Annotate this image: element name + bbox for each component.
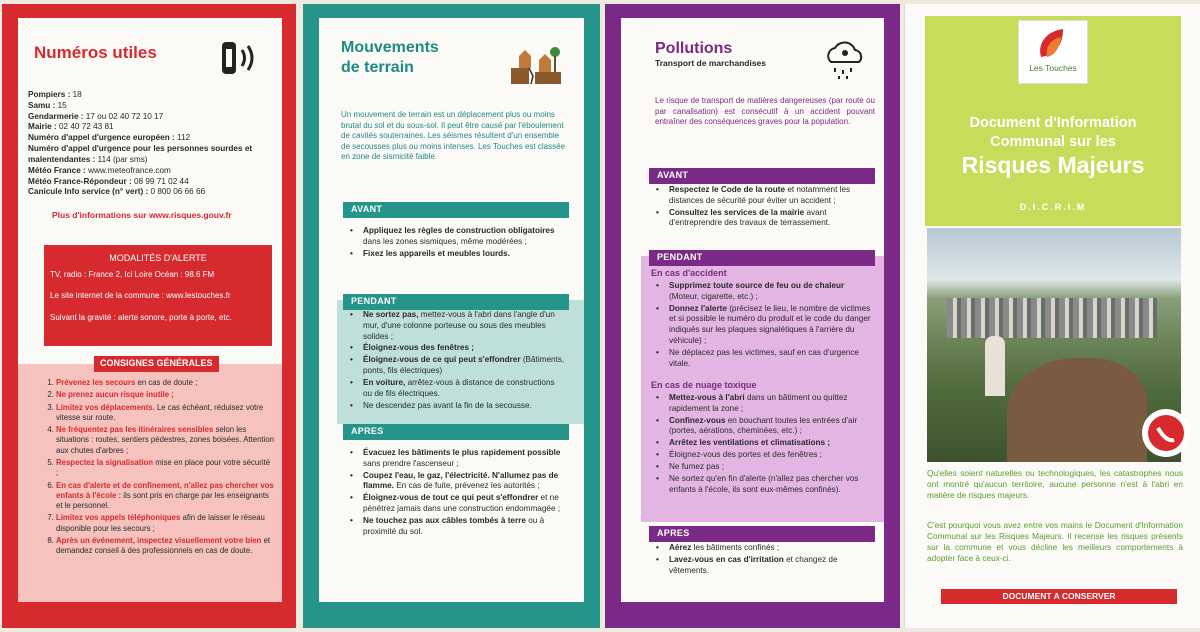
photo-rock bbox=[1007, 358, 1147, 462]
bullet-item bbox=[343, 343, 565, 354]
number-label: Mairie : bbox=[28, 122, 59, 132]
panel-pollutions bbox=[605, 4, 900, 628]
bullet-text: (Moteur, cigarette, etc.) ; bbox=[669, 291, 758, 301]
consigne-item bbox=[56, 403, 274, 424]
numeros-title: Numéros utiles bbox=[34, 43, 157, 62]
alert-phone-icon bbox=[1141, 408, 1191, 458]
number-line bbox=[28, 122, 258, 133]
number-line bbox=[28, 101, 258, 112]
number-label: Gendarmerie : bbox=[28, 111, 86, 121]
intro-paragraph-1: Qu'elles soient naturelles ou technologiques, les catastrophes nous ont montré qu'aucun territoire, aucune personne n'est à l'abri en matière de risques majeurs. bbox=[927, 468, 1183, 500]
consigne-bold: En cas d'alerte et de confinement, n'allez pas chercher vos enfants à l'école : bbox=[56, 480, 274, 500]
bullet-item bbox=[649, 474, 875, 496]
number-value: 15 bbox=[57, 100, 67, 110]
alert-line: Suivant la gravité : alerte sonore, porte à porte, etc. bbox=[50, 312, 232, 322]
bullet-bold: Éloignez-vous de tout ce qui peut s'effondrer bbox=[363, 493, 541, 503]
number-value: 0 800 06 66 66 bbox=[150, 187, 206, 197]
bullet-bold: Mettez-vous à l'abri bbox=[669, 393, 747, 402]
number-line bbox=[28, 90, 258, 101]
bullet-item bbox=[649, 281, 875, 303]
bullet-bold: Ne touchez pas aux câbles tombés à terre bbox=[363, 515, 529, 525]
bullet-text: dans un bâtiment ou quittez rapidement la zone ; bbox=[669, 393, 848, 413]
apres-list bbox=[343, 448, 565, 539]
phone-icon bbox=[218, 38, 260, 78]
avant-list bbox=[343, 226, 565, 260]
bullet-item bbox=[649, 416, 875, 438]
bullet-bold: Donnez l'alerte bbox=[669, 303, 730, 313]
bullet-text: mettez-vous à l'abri dans l'angle d'un mur, d'une colonne porteuse ou sous des meubles solides ; bbox=[363, 310, 555, 341]
alert-line: Le site internet de la commune : www.lestouches.fr bbox=[50, 291, 231, 301]
panel-pollutions-inner bbox=[621, 18, 884, 602]
panel-mouvements-terrain bbox=[303, 4, 600, 628]
bullet-bold: Supprimez toute source de feu ou de chaleur bbox=[669, 281, 845, 290]
bullet-text: (précisez le lieu, le nombre de victimes et si possible le numéro du produit et le code du danger indiqués sur les plaques signalétiques à l'arrière du véhicule) ; bbox=[669, 303, 871, 346]
avant-bar: AVANT bbox=[343, 202, 569, 218]
bullet-item bbox=[649, 208, 875, 230]
bullet-text: avant d'entreprendre des travaux de terrassement. bbox=[669, 207, 831, 228]
landslide-icon bbox=[509, 38, 563, 86]
number-value: 114 (par sms) bbox=[97, 154, 148, 164]
document-conserver-banner: DOCUMENT A CONSERVER bbox=[941, 589, 1177, 604]
more-info-link[interactable]: Plus d'informations sur www.risques.gouv.fr bbox=[52, 210, 232, 220]
consignes-list bbox=[46, 378, 274, 559]
apres-bar: APRES bbox=[649, 526, 875, 542]
logo-text: Les Touches bbox=[1029, 62, 1077, 73]
nuage-title: En cas de nuage toxique bbox=[651, 380, 757, 390]
bullet-text: (Bâtiments, ponts, fils électriques) bbox=[363, 355, 565, 376]
bullet-text: dans les zones sismiques, même modérées ; bbox=[363, 236, 527, 246]
number-value: 02 40 72 43 81 bbox=[58, 122, 114, 132]
bullet-text: Ne sortez qu'en fin d'alerte (n'allez pas chercher vos enfants à l'école, ils sont eux-mêmes confinés). bbox=[669, 473, 859, 494]
bullet-text: ou à proximité du sol. bbox=[363, 515, 545, 536]
pendant-bar: PENDANT bbox=[649, 250, 875, 266]
consigne-bold: Ne prenez aucun risque inutile ; bbox=[56, 390, 174, 400]
pollutions-subtitle: Transport de marchandises bbox=[655, 58, 767, 68]
bullet-text: en bouchant toutes les entrées d'air (portes, aérations, cheminées, etc.) ; bbox=[669, 415, 858, 436]
number-label: Numéro d'appel d'urgence pour les personnes sourdes et malentendantes : bbox=[28, 144, 253, 164]
avant-bar: AVANT bbox=[649, 168, 875, 184]
consigne-bold: Prévenez les secours bbox=[56, 378, 138, 387]
bullet-text: et changez de vêtements. bbox=[669, 554, 838, 575]
number-value: www.meteofrance.com bbox=[88, 165, 171, 175]
mouvements-title-line1: Mouvements bbox=[341, 39, 439, 56]
number-label: Numéro d'appel d'urgence européen : bbox=[28, 133, 178, 143]
bullet-text: Éloignez-vous des portes et des fenêtres ; bbox=[669, 450, 822, 460]
bullet-item bbox=[343, 378, 565, 400]
number-line bbox=[28, 133, 258, 144]
bullet-bold: Fixez les appareils et meubles lourds. bbox=[363, 248, 510, 258]
bullet-bold: Consultez les services de la mairie bbox=[669, 207, 807, 217]
alert-title: MODALITÉS D'ALERTE bbox=[109, 253, 207, 263]
bullet-bold: Évacuez les bâtiments le plus rapidement possible bbox=[363, 448, 561, 457]
bullet-item bbox=[649, 348, 875, 370]
bullet-item bbox=[343, 493, 565, 515]
bullet-text: Ne descendez pas avant la fin de la secousse. bbox=[363, 400, 532, 410]
bullet-bold: Appliquez les règles de construction obligatoires bbox=[363, 226, 555, 235]
pollutions-title: Pollutions bbox=[655, 40, 733, 57]
intro-paragraph-2: C'est pourquoi vous avez entre vos mains le Document d'Information Communal sur les Risques Majeurs. Il recense les risques présents sur la commune et vous décline les meilleurs comportements à adopter face à ceux-ci. bbox=[927, 520, 1183, 563]
consigne-item bbox=[56, 378, 274, 388]
photo-town-roofs bbox=[947, 298, 1157, 338]
bullet-text: Ne fumez pas ; bbox=[669, 461, 725, 471]
consigne-text: en cas de doute ; bbox=[137, 378, 198, 387]
alert-box bbox=[44, 245, 272, 346]
alert-line: TV, radio : France 2, Ici Loire Océan : 98.6 FM bbox=[50, 269, 215, 279]
consigne-text: selon les situations : routes, sentiers pédestres, zones boisées. Attention aux chutes d'arbres ; bbox=[56, 425, 275, 455]
bullet-bold: Aérez bbox=[669, 543, 694, 552]
mouvements-title bbox=[341, 38, 439, 78]
bullet-item bbox=[649, 185, 875, 207]
cover-title-line1: Document d'Information bbox=[969, 115, 1137, 131]
bullet-bold: Ne sortez pas, bbox=[363, 310, 421, 319]
logo-box bbox=[1018, 20, 1088, 84]
bullet-text: En cas de fuite, prévenez les autorités ; bbox=[396, 481, 540, 491]
bullet-bold: Lavez-vous en cas d'irritation bbox=[669, 554, 787, 564]
bullet-item bbox=[343, 355, 565, 377]
mouvements-intro: Un mouvement de terrain est un déplacement plus ou moins brutal du sol et du sous-sol. Il peut être causé par l'éboulement de cavités souterraines. Les séismes résultent d'un ensemble de secousses plus ou moins intenses. Les Touches est classée en zone de sismicité faible. bbox=[341, 110, 565, 162]
panel-mouvements-inner bbox=[319, 18, 584, 602]
consigne-item bbox=[56, 481, 274, 512]
bullet-bold: Respectez le Code de la route bbox=[669, 185, 788, 194]
bullet-bold: En voiture, bbox=[363, 377, 408, 387]
consigne-bold: Limitez vos appels téléphoniques bbox=[56, 513, 183, 523]
number-label: Météo France-Répondeur : bbox=[28, 176, 134, 186]
bullet-item bbox=[649, 393, 875, 415]
bullet-item bbox=[343, 226, 565, 248]
photo-tower bbox=[985, 336, 1005, 396]
consigne-text: ils sont pris en charge par les enseignants et le personnel. bbox=[56, 490, 269, 511]
bullet-item bbox=[343, 401, 565, 412]
apres-bar: APRES bbox=[343, 424, 569, 440]
apres-list bbox=[649, 543, 875, 577]
pendant-bar: PENDANT bbox=[343, 294, 569, 310]
number-line bbox=[28, 166, 258, 177]
mouvements-title-line2: de terrain bbox=[341, 59, 414, 76]
bullet-item bbox=[649, 543, 875, 554]
number-line bbox=[28, 187, 258, 198]
number-value: 18 bbox=[72, 90, 82, 99]
bullet-item bbox=[649, 438, 875, 449]
number-label: Pompiers : bbox=[28, 90, 73, 99]
consigne-bold: Limitez vos déplacements. bbox=[56, 402, 157, 412]
consigne-item bbox=[56, 390, 274, 400]
nuage-list bbox=[649, 393, 875, 496]
bullet-text: les bâtiments confinés ; bbox=[693, 543, 780, 552]
bullet-item bbox=[649, 462, 875, 473]
bullet-text: Ne déplacez pas les victimes, sauf en cas d'urgence vitale. bbox=[669, 347, 859, 368]
number-line bbox=[28, 177, 258, 188]
consigne-text: Le cas échéant, réduisez votre vitesse sur route. bbox=[56, 402, 264, 422]
bullet-bold: Coupez l'eau, le gaz, l'électricité. N'allumez pas de flamme. bbox=[363, 470, 559, 491]
consigne-bold: Après un événement, inspectez visuellement votre bien bbox=[56, 535, 264, 545]
panel-numeros-inner bbox=[18, 18, 282, 602]
number-value: 112 bbox=[177, 133, 191, 143]
number-label: Samu : bbox=[28, 100, 58, 110]
bullet-item bbox=[343, 471, 565, 493]
consignes-title: CONSIGNES GÉNÉRALES bbox=[94, 356, 219, 372]
bullet-item bbox=[343, 448, 565, 470]
number-label: Canicule Info service (n° vert) : bbox=[28, 187, 151, 197]
bullet-item bbox=[649, 304, 875, 347]
bullet-item bbox=[649, 555, 875, 577]
logo-leaf-icon bbox=[1033, 25, 1073, 61]
bullet-item bbox=[343, 516, 565, 538]
consigne-text: mise en place pour votre sécurité ; bbox=[56, 457, 271, 478]
cover-title bbox=[925, 114, 1181, 180]
bullet-item bbox=[343, 249, 565, 260]
consigne-text: et demandez conseil à des professionnels en cas de doute. bbox=[56, 535, 271, 556]
panel-numeros-utiles bbox=[2, 4, 296, 628]
dicrim-acronym: D.I.C.R.I.M bbox=[1019, 202, 1087, 212]
number-line bbox=[28, 112, 258, 123]
cover-title-line3: Risques Majeurs bbox=[961, 152, 1145, 179]
number-value: 08 99 71 02 44 bbox=[134, 176, 189, 186]
accident-list bbox=[649, 281, 875, 371]
number-value: 17 ou 02 40 72 10 17 bbox=[85, 111, 164, 121]
consigne-bold: Respectez la signalisation bbox=[56, 457, 156, 467]
cover-title-line2: Communal sur les bbox=[990, 134, 1116, 151]
consigne-bold: Ne fréquentez pas les itinéraires sensibles bbox=[56, 425, 216, 435]
consigne-item bbox=[56, 425, 274, 456]
bullet-item bbox=[343, 310, 565, 342]
accident-title: En cas d'accident bbox=[651, 268, 727, 278]
bullet-text: arrêtez-vous à distance de constructions ou de fils électriques. bbox=[363, 377, 555, 398]
panel-cover bbox=[904, 4, 1200, 628]
avant-list bbox=[649, 185, 875, 230]
number-line bbox=[28, 144, 258, 166]
consigne-item bbox=[56, 458, 274, 479]
bullet-text: sans prendre l'ascenseur ; bbox=[363, 458, 459, 468]
consigne-item bbox=[56, 513, 274, 534]
toxic-cloud-icon bbox=[821, 38, 869, 82]
bullet-text: et ne pénétrez jamais dans une construction endommagée ; bbox=[363, 493, 561, 514]
consigne-text: afin de laisser le réseau disponible pour les secours ; bbox=[56, 513, 265, 533]
alert-lines bbox=[44, 265, 272, 324]
bullet-bold: Confinez-vous bbox=[669, 415, 728, 425]
bullet-text: et notamment les distances de sécurité pour éviter un accident ; bbox=[669, 185, 851, 205]
bullet-bold: Éloignez-vous de ce qui peut s'effondrer bbox=[363, 355, 523, 365]
bullet-bold: Éloignez-vous des fenêtres ; bbox=[363, 343, 475, 353]
number-label: Météo France : bbox=[28, 165, 89, 175]
bullet-bold: Arrêtez les ventilations et climatisations ; bbox=[669, 438, 831, 448]
pendant-list bbox=[343, 310, 565, 412]
numbers-list bbox=[28, 90, 258, 198]
consigne-item bbox=[56, 536, 274, 557]
bullet-item bbox=[649, 450, 875, 461]
pollutions-intro: Le risque de transport de matières dangereuses (par route ou par canalisation) est consécutif à un accident pouvant entraîner des conséquences graves pour la population. bbox=[655, 96, 875, 127]
